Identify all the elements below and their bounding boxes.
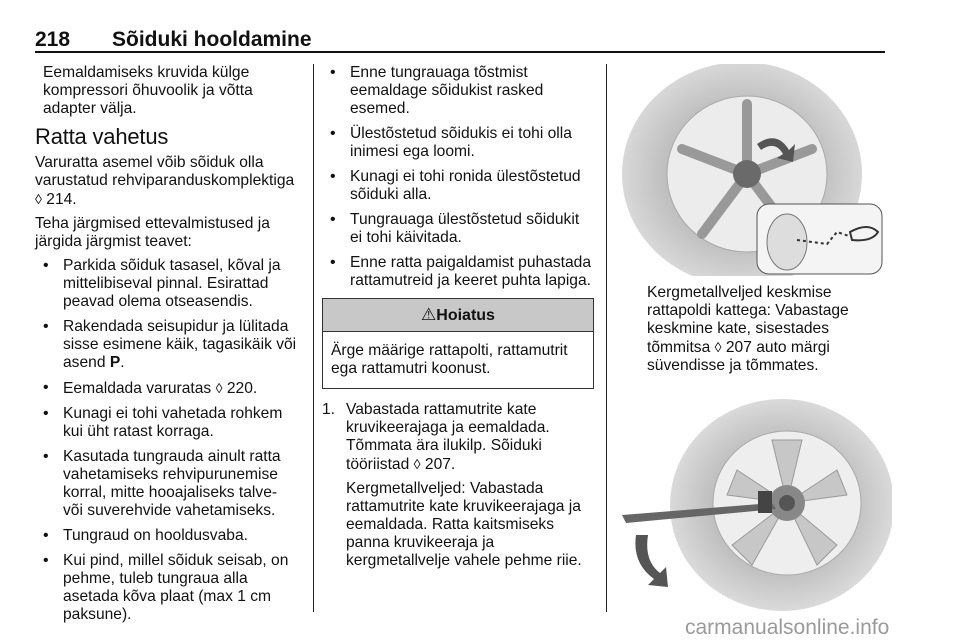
list-item-text: Eemaldada varuratas bbox=[63, 380, 212, 397]
step-text-body: Vabastada rattamutrite kate kruvikeerajaga ja eemaldada. Tõmmata ära ilukilp. Sõiduki tööriistad bbox=[346, 401, 550, 473]
list-item: • Enne ratta paigaldamist puhastada rattamutreid ja keeret puhta lapiga. bbox=[322, 254, 594, 290]
list-item-text: Tungraud on hooldusvaba. bbox=[63, 527, 248, 544]
step-text-alloy: Kergmetallveljed: Vabastada rattamutrite kate kruvikeerajaga ja eemaldada. Ratta kaitsmiseks panna kruvikeeraja ja kergmetallvelje vahele pehme riie. bbox=[346, 480, 582, 569]
list-item bbox=[35, 552, 300, 624]
safety-list bbox=[322, 64, 594, 290]
step-text bbox=[346, 401, 594, 474]
header-rule bbox=[35, 51, 885, 53]
column-divider bbox=[606, 64, 607, 612]
list-item: • Tungrauaga ülestõstetud sõidukit ei tohi käivitada. bbox=[322, 211, 594, 247]
page-ref[interactable]: 220. bbox=[226, 380, 258, 397]
page-ref[interactable]: 207 auto märgi süvendisse ja tõmmates. bbox=[647, 339, 830, 374]
list-item-tail: . bbox=[120, 354, 125, 371]
page-ref-icon: ◊ bbox=[35, 191, 42, 207]
column-1 bbox=[35, 64, 300, 631]
list-item-text: Kunagi ei tohi vahetada rohkem kui üht ratast korraga. bbox=[63, 405, 283, 440]
list-item: • Enne tungrauaga tõstmist eemaldage sõidukist rasked esemed. bbox=[322, 64, 594, 118]
list-item: • Ülestõstetud sõidukis ei tohi olla inimesi ega loomi. bbox=[322, 125, 594, 161]
list-item-text: Rakendada seisupidur ja lülitada sisse esimene käik, tagasikäik või asend bbox=[63, 318, 297, 371]
warning-icon: ⚠ bbox=[421, 305, 437, 324]
watermark: carmanualsonline.info bbox=[685, 616, 890, 639]
list-item-text: Parkida sõiduk tasasel, kõval ja mittelibiseval pinnal. Esirattad peavad olema otseasendis. bbox=[63, 257, 281, 310]
paragraph-text: Varuratta asemel võib sõiduk olla varustatud rehviparanduskomplektiga bbox=[35, 154, 295, 189]
section-heading: Ratta vahetus bbox=[35, 124, 169, 149]
list-item bbox=[35, 527, 300, 545]
column-divider bbox=[313, 64, 314, 612]
page-ref-icon: ◊ bbox=[215, 380, 223, 396]
warning-box bbox=[322, 298, 594, 389]
warning-title: Hoiatus bbox=[436, 307, 495, 324]
step-number: 1. bbox=[322, 401, 336, 418]
rotate-arrow-icon bbox=[635, 535, 668, 587]
preparation-list bbox=[35, 257, 300, 624]
gear-position-p: P bbox=[109, 354, 121, 371]
step-item bbox=[322, 401, 594, 570]
column-2 bbox=[322, 64, 594, 576]
page-header bbox=[35, 28, 885, 58]
list-item bbox=[35, 448, 300, 520]
page-title: Sõiduki hooldamine bbox=[112, 28, 312, 51]
page-ref[interactable]: 207. bbox=[424, 456, 456, 473]
paragraph-preparation: Teha järgmised ettevalmistused ja järgida järgmist teavet: bbox=[35, 215, 270, 250]
screwdriver-tip bbox=[758, 491, 772, 513]
figure-wheel-center-cap bbox=[622, 64, 884, 276]
page-number: 218 bbox=[35, 28, 71, 51]
page-ref[interactable]: 214. bbox=[46, 191, 77, 208]
steps-list bbox=[322, 401, 594, 570]
hub-center bbox=[733, 160, 761, 188]
list-item-text: Kasutada tungrauda ainult ratta vahetamiseks rehvipurunemise korral, mitte hooajaliseks talve- või suverehvide vahetamiseks. bbox=[63, 448, 281, 519]
paragraph-spare-wheel bbox=[35, 154, 300, 209]
list-item-text: Kui pind, millel sõiduk seisab, on pehme, tuleb tungraua alla asetada kõva plaat (max 1 cm paksune). bbox=[63, 552, 289, 623]
list-item bbox=[35, 379, 300, 398]
list-item bbox=[35, 405, 300, 441]
list-item bbox=[35, 257, 300, 311]
intro-paragraph: Eemaldamiseks kruvida külge kompressori õhuvoolik ja võtta adapter välja. bbox=[43, 64, 253, 117]
warning-header bbox=[323, 299, 593, 332]
column-3 bbox=[622, 64, 892, 617]
list-item: • Kunagi ei tohi ronida ülestõstetud sõiduki alla. bbox=[322, 168, 594, 204]
hub-center bbox=[779, 495, 795, 511]
center-cap bbox=[767, 214, 807, 270]
page-ref-icon: ◊ bbox=[714, 339, 722, 355]
caption-text: Kergmetallveljed keskmise rattapoldi kattega: Vabastage keskmine kate, sisestades tõmmitsa bbox=[647, 284, 849, 356]
page-ref-icon: ◊ bbox=[413, 456, 421, 472]
figure-wheel-cover-removal bbox=[622, 385, 892, 617]
list-item bbox=[35, 318, 300, 372]
figure-caption bbox=[622, 284, 892, 375]
warning-body: Ärge määrige rattapolti, rattamutrit ega rattamutri koonust. bbox=[331, 342, 568, 377]
